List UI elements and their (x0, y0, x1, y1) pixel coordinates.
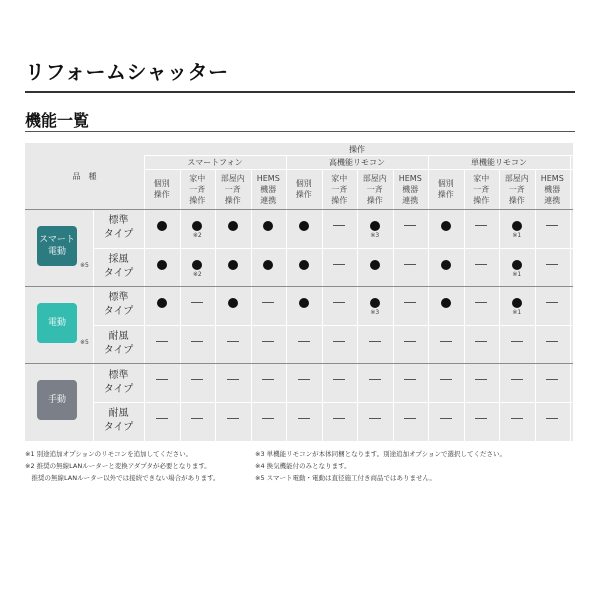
unavailable-dash (535, 414, 571, 419)
unavailable-dash (322, 260, 358, 265)
column-divider (570, 155, 571, 441)
cell-note: ※3 (370, 309, 380, 317)
available-dot (428, 298, 464, 308)
dash-icon (298, 379, 310, 380)
available-dot (357, 221, 393, 239)
unavailable-dash (180, 414, 216, 419)
header-item-label: 品 種 (72, 171, 97, 181)
header-column: 個別 操作 (437, 179, 454, 199)
available-dot (286, 260, 322, 270)
available-dot (144, 298, 180, 308)
header-column: HEMS 機器 連携 (398, 173, 422, 205)
section-heading: 機能一覧 (25, 111, 90, 130)
header-column: 家中 一斉 操作 (473, 173, 490, 205)
header-column: HEMS 機器 連携 (540, 173, 564, 205)
unavailable-dash (464, 337, 500, 342)
category-badge: 電動 (37, 303, 77, 343)
available-dot (428, 260, 464, 270)
page-title: リフォームシャッター (25, 60, 229, 84)
unavailable-dash (215, 375, 251, 380)
available-dot (215, 260, 251, 270)
dash-icon (333, 264, 345, 265)
category-badge: 手動 (37, 380, 77, 420)
available-dot (357, 260, 393, 270)
unavailable-dash (393, 221, 429, 226)
available-dot (144, 221, 180, 231)
dash-icon (156, 341, 168, 342)
dash-icon (546, 379, 558, 380)
unavailable-dash (144, 337, 180, 342)
unavailable-dash (393, 337, 429, 342)
unavailable-dash (464, 221, 500, 226)
dash-icon (369, 379, 381, 380)
dash-icon (191, 302, 203, 303)
unavailable-dash (535, 337, 571, 342)
header-column: 部屋内 一斉 操作 (504, 173, 529, 205)
row-type-label: 標準 タイプ (103, 292, 134, 318)
footnote: ※4 換気機能付のみとなります。 (255, 462, 351, 470)
header-column: 部屋内 一斉 操作 (362, 173, 387, 205)
footnote: ※1 別途追加オプションのリモコンを追加してください。 (25, 450, 193, 458)
unavailable-dash (535, 221, 571, 226)
unavailable-dash (393, 414, 429, 419)
available-dot (499, 298, 535, 316)
available-dot (251, 260, 287, 270)
dash-icon (262, 341, 274, 342)
dash-icon (333, 379, 345, 380)
unavailable-dash (251, 337, 287, 342)
footnotes-left (25, 448, 220, 484)
unavailable-dash (357, 337, 393, 342)
header-group: スマートフォン (187, 157, 243, 167)
dot-icon (157, 221, 167, 231)
unavailable-dash (322, 337, 358, 342)
dot-icon (299, 260, 309, 270)
section-divider (25, 131, 575, 132)
dash-icon (440, 341, 452, 342)
header-column: 個別 操作 (153, 179, 170, 199)
category-note: ※5 (80, 338, 89, 346)
dash-icon (546, 341, 558, 342)
dot-icon (228, 221, 238, 231)
unavailable-dash (393, 260, 429, 265)
dash-icon (191, 418, 203, 419)
dash-icon (298, 418, 310, 419)
unavailable-dash (428, 337, 464, 342)
unavailable-dash (464, 414, 500, 419)
dot-icon (157, 298, 167, 308)
footnote: ※5 スマート電動・電動は直径施工付き商品ではありません。 (255, 474, 436, 482)
footnote: ※3 単機能リモコンが本体同梱となります。別途追加オプションで選択してください。 (255, 450, 507, 458)
footnotes-right (255, 448, 506, 484)
header-group: 高機能リモコン (329, 157, 385, 167)
available-dot (428, 221, 464, 231)
dash-icon (475, 341, 487, 342)
function-table (25, 143, 573, 441)
row-divider (93, 248, 573, 249)
dash-icon (333, 418, 345, 419)
unavailable-dash (535, 375, 571, 380)
dash-icon (475, 264, 487, 265)
unavailable-dash (215, 414, 251, 419)
header-column: 家中 一斉 操作 (331, 173, 348, 205)
title-divider (25, 91, 575, 93)
available-dot (251, 221, 287, 231)
header-group: 単機能リモコン (471, 157, 527, 167)
cell-note: ※3 (370, 232, 380, 239)
dash-icon (227, 379, 239, 380)
dot-icon (263, 221, 273, 231)
available-dot (144, 260, 180, 270)
dash-icon (404, 302, 416, 303)
header-column: 部屋内 一斉 操作 (220, 173, 245, 205)
header-operation: 操作 (349, 144, 365, 154)
unavailable-dash (428, 414, 464, 419)
unavailable-dash (215, 337, 251, 342)
header-column: 家中 一斉 操作 (189, 173, 206, 205)
unavailable-dash (322, 414, 358, 419)
dash-icon (156, 418, 168, 419)
available-dot (180, 260, 216, 278)
unavailable-dash (251, 375, 287, 380)
unavailable-dash (393, 298, 429, 303)
header-column: HEMS 機器 連携 (256, 173, 280, 205)
dot-icon (512, 260, 522, 270)
available-dot (499, 221, 535, 239)
dash-icon (369, 418, 381, 419)
dash-icon (333, 302, 345, 303)
unavailable-dash (180, 375, 216, 380)
dash-icon (369, 341, 381, 342)
dash-icon (546, 302, 558, 303)
dot-icon (441, 221, 451, 231)
unavailable-dash (286, 414, 322, 419)
row-type-label: 採風 タイプ (103, 253, 134, 279)
available-dot (286, 221, 322, 231)
dash-icon (262, 418, 274, 419)
row-type-label: 標準 タイプ (103, 215, 134, 241)
unavailable-dash (251, 298, 287, 303)
unavailable-dash (535, 260, 571, 265)
dash-icon (511, 379, 523, 380)
dash-icon (546, 264, 558, 265)
dot-icon (192, 221, 202, 231)
cell-note: ※1 (512, 309, 522, 317)
unavailable-dash (499, 414, 535, 419)
dash-icon (404, 341, 416, 342)
unavailable-dash (393, 375, 429, 380)
dot-icon (512, 221, 522, 231)
row-type-label: 耐風 タイプ (103, 408, 134, 434)
dash-icon (404, 418, 416, 419)
dot-icon (157, 260, 167, 270)
dot-icon (370, 298, 380, 308)
dash-icon (475, 302, 487, 303)
row-divider (93, 325, 573, 326)
dot-icon (441, 298, 451, 308)
dot-icon (370, 260, 380, 270)
dash-icon (227, 418, 239, 419)
unavailable-dash (499, 375, 535, 380)
unavailable-dash (180, 337, 216, 342)
available-dot (357, 298, 393, 316)
dot-icon (299, 298, 309, 308)
dash-icon (546, 418, 558, 419)
dot-icon (512, 298, 522, 308)
dash-icon (440, 418, 452, 419)
category-badge: スマート 電動 (37, 226, 77, 266)
dash-icon (440, 379, 452, 380)
dash-icon (546, 225, 558, 226)
dash-icon (333, 341, 345, 342)
dot-icon (263, 260, 273, 270)
header-column: 個別 操作 (295, 179, 312, 199)
unavailable-dash (251, 414, 287, 419)
dash-icon (475, 418, 487, 419)
row-divider (93, 402, 573, 403)
unavailable-dash (464, 298, 500, 303)
dot-icon (192, 260, 202, 270)
dot-icon (299, 221, 309, 231)
dash-icon (511, 341, 523, 342)
available-dot (499, 260, 535, 278)
unavailable-dash (286, 337, 322, 342)
row-type-label: 耐風 タイプ (103, 331, 134, 357)
footnote: 推奨の無線LANルーター以外では接続できない場合があります。 (25, 474, 220, 482)
cell-note: ※2 (192, 232, 202, 239)
dot-icon (228, 260, 238, 270)
unavailable-dash (322, 298, 358, 303)
unavailable-dash (357, 414, 393, 419)
dash-icon (404, 379, 416, 380)
available-dot (215, 298, 251, 308)
unavailable-dash (180, 298, 216, 303)
dash-icon (404, 264, 416, 265)
dash-icon (298, 341, 310, 342)
dot-icon (228, 298, 238, 308)
category-note: ※5 (80, 261, 89, 269)
dash-icon (511, 418, 523, 419)
row-type-label: 標準 タイプ (103, 369, 134, 395)
unavailable-dash (428, 375, 464, 380)
unavailable-dash (144, 414, 180, 419)
dash-icon (191, 379, 203, 380)
dash-icon (191, 341, 203, 342)
cell-note: ※2 (192, 270, 202, 278)
dot-icon (370, 221, 380, 231)
dash-icon (475, 379, 487, 380)
unavailable-dash (322, 375, 358, 380)
unavailable-dash (286, 375, 322, 380)
unavailable-dash (499, 337, 535, 342)
dash-icon (227, 341, 239, 342)
dash-icon (475, 225, 487, 226)
dash-icon (156, 379, 168, 380)
unavailable-dash (357, 375, 393, 380)
dash-icon (262, 379, 274, 380)
unavailable-dash (535, 298, 571, 303)
dash-icon (333, 225, 345, 226)
unavailable-dash (464, 375, 500, 380)
dash-icon (262, 302, 274, 303)
dot-icon (441, 260, 451, 270)
unavailable-dash (144, 375, 180, 380)
cell-note: ※1 (512, 270, 522, 278)
unavailable-dash (322, 221, 358, 226)
available-dot (215, 221, 251, 231)
footnote: ※2 推奨の無線LANルーターと変換アダプタが必要となります。 (25, 462, 211, 470)
cell-note: ※1 (512, 232, 522, 239)
dash-icon (404, 225, 416, 226)
available-dot (180, 221, 216, 239)
unavailable-dash (464, 260, 500, 265)
available-dot (286, 298, 322, 308)
